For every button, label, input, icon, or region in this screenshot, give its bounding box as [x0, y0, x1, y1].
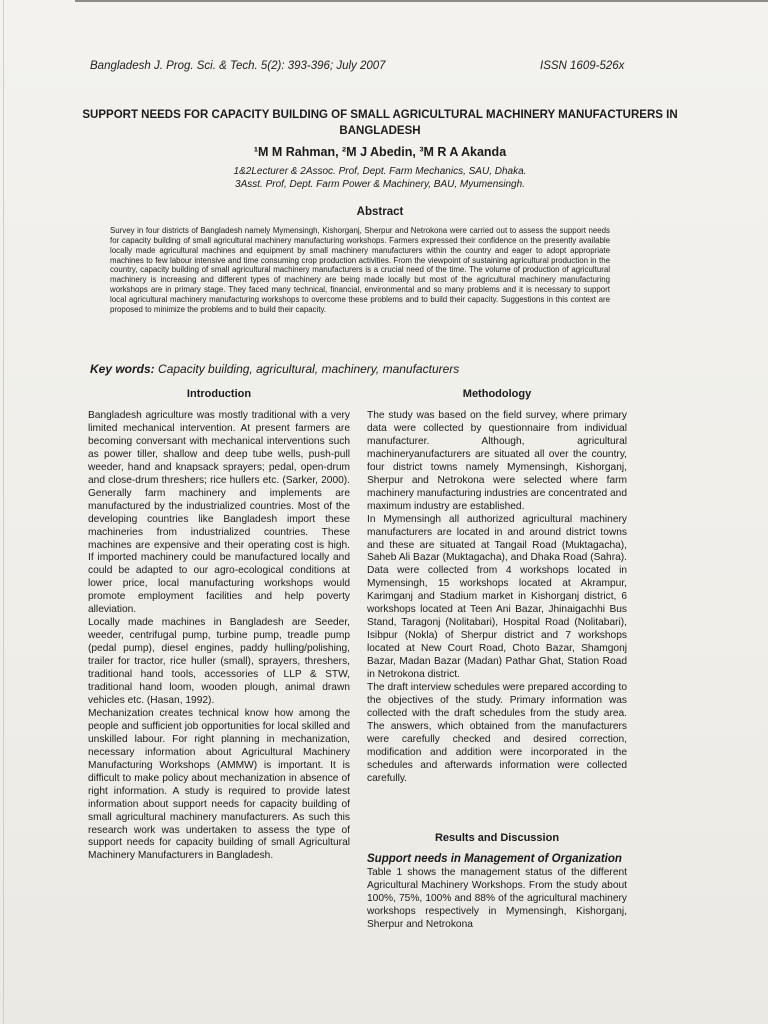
methodology-column — [367, 410, 627, 786]
results-paragraph: Table 1 shows the management status of the different Agricultural Machinery Workshops. From the study about 100%, 75%, 100% and 88% of the agricultural machinery workshops respectively in Mymensingh, Kishorganj, Sherpur and Netrokona — [367, 867, 627, 930]
results-column — [367, 867, 627, 932]
keywords-text: Capacity building, agricultural, machinery, manufacturers — [158, 362, 460, 376]
keywords — [90, 362, 650, 376]
affiliation-1: 1&2Lecturer & 2Assoc. Prof, Dept. Farm Mechanics, SAU, Dhaka. — [233, 166, 527, 177]
introduction-column — [88, 410, 350, 863]
journal-header — [90, 60, 630, 72]
abstract-heading: Abstract — [356, 206, 404, 218]
method-paragraph: In Mymensingh all authorized agricultural machinery manufacturers are located in and around district towns and these are situated at Tangail Road (Muktagacha), Saheb Ali Bazar (Muktagacha), and Dhaka Road (Sahra). Data were collected from 4 workshops located in Mymensingh, 15 workshops located at Akrampur, Karimganj and Stadium market in Kishorganj district, 6 workshops located at Teen Ani Bazar, Jhinaigachhi Bus Stand, Taragonj (Nolitabari), Hospital Road (Nolitabari), Isibpur (Nokla) of Sherpur district and 7 workshops located at New Court Road, Choto Bazar, Shamgonj Bazar, Madan Bazar (Madan) Pathar Ghat, Station Road in Netrokona district. — [367, 513, 627, 681]
issn: ISSN 1609-526x — [540, 60, 625, 72]
keywords-label: Key words: — [90, 362, 155, 376]
affiliation-2: 3Asst. Prof, Dept. Farm Power & Machinery, BAU, Myumensingh. — [235, 178, 525, 190]
method-paragraph: The draft interview schedules were prepared according to the objectives of the study. Primary information was collected with the draft schedules from the study area. The answers, which obtained from the manufacturers were carefully checked and desired correction, modification and addition were incorporated in the schedules and afterwards information were collected carefully. — [367, 682, 627, 784]
scan-edge-top — [75, 0, 768, 2]
results-subheading: Support needs in Management of Organization — [367, 853, 622, 865]
results-heading: Results and Discussion — [434, 832, 560, 844]
intro-paragraph: Bangladesh agriculture was mostly traditional with a very limited mechanical intervention. At present farmers are becoming conversant with mechanical interventions such as power tiller, shallow and deep tube wells, push-pull weeder, hand and knapsack sprayers; pedal, open-drum and close-drum threshers; rice hullers etc. (Sarker, 2000). Generally farm machinery and implements are manufactured by the industrialized countries. Most of the developing countries like Bangladesh import these machineries from industrialized countries. These machines are expensive and their operating cost is high. If imported machinery could be manufactured locally and could be adapted to our agro-ecological conditions at lower price, local manufacturing workshops would promote employment facilities and help poverty alleviation. — [88, 410, 350, 616]
scan-edge-left — [3, 0, 4, 1024]
authors: ¹M M Rahman, ²M J Abedin, ³M R A Akanda — [253, 145, 507, 159]
article-title: SUPPORT NEEDS FOR CAPACITY BUILDING OF SMALL AGRICULTURAL MACHINERY MANUFACTURERS IN BANGLADESH — [82, 109, 678, 137]
intro-paragraph: Locally made machines in Bangladesh are Seeder, weeder, centrifugal pump, turbine pump, treadle pump (pedal pump), diesel engines, paddy hulling/polishing, trailer for tractor, rice huller (small), sprayers, threshers, traditional hand tools, accessories of LLP & STW, traditional hand loom, wooden plough, animal drawn vehicles etc. (Hasan, 1992). — [88, 617, 350, 706]
abstract-text: Survey in four districts of Bangladesh namely Mymensingh, Kishorganj, Sherpur and Netrokona were carried out to assess the support needs for capacity building of small agricultural machinery manufacturing workshops. Farmers expressed their confidence on the presently available locally made agricultural machines and equipment by small machinery manufacturers within the country and eager to adopt appropriate machines to few labour intensive and time consuming crop production activities. From the viewpoint of sustaining agricultural production in the country, capacity building of small agricultural machinery manufacturers is a crucial need of the time. The volume of production of agricultural machinery is increasing and different types of machinery are being made locally but most of the agricultural machinery manufacturing workshops are in primary stage. They faced many technical, financial, environmental and so many problems and it is necessary to support local agricultural machinery manufacturing workshops to overcome these problems and to build their capacity. Suggestions in this context are proposed to minimize the problems and to build their capacity. — [110, 226, 610, 314]
intro-paragraph: Mechanization creates technical know how among the people and sufficient job opportunities for local skilled and unskilled labour. For right planning in mechanization, necessary information about Agricultural Machinery Manufacturing Workshops (AMMW) is important. It is difficult to make policy about mechanization in absence of right information. A study is required to provide latest information about support needs for capacity building of small agricultural machinery manufacturers. As such this research work was undertaken to assess the type of support needs for capacity building of small Agricultural Machinery Manufacturers in Bangladesh. — [88, 707, 350, 862]
journal-citation: Bangladesh J. Prog. Sci. & Tech. 5(2): 393-396; July 2007 — [90, 60, 386, 72]
method-paragraph: The study was based on the field survey, where primary data were collected by questionnaire from individual manufacturer. Although, agricultural machineryanufacturers are situated all over the country, four district towns namely Mymensingh, Kishorganj, Sherpur and Netrokona were selected where farm machinery manufacturing industries are concentrated and maximum industry are established. — [367, 410, 627, 512]
methodology-heading: Methodology — [462, 388, 532, 400]
introduction-heading: Introduction — [186, 388, 252, 400]
affiliations — [80, 166, 680, 191]
